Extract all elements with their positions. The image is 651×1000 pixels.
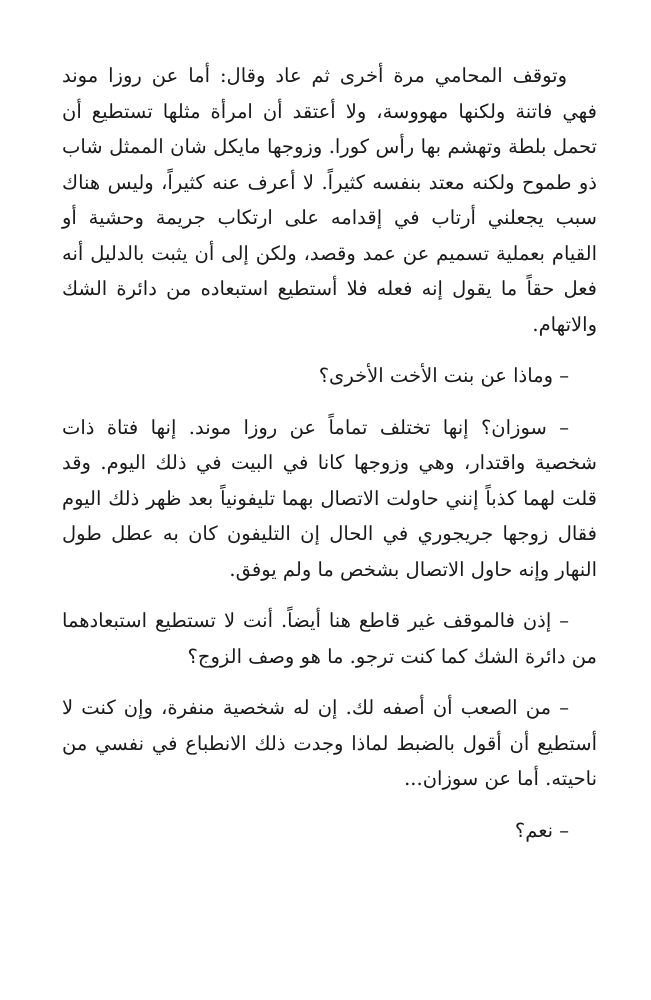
narration-paragraph: وتوقف المحامي مرة أخرى ثم عاد وقال: أما عن روزا موند فهي فاتنة ولكنها مهووسة، ولا أعتقد أن امرأة مثلها تستطيع أن تحمل بلطة وتهشم بها رأس كورا. وزوجها مايكل شان الممثل شاب ذو طموح ولكنه معتد بنفسه كثيراً. لا أعرف عنه كثيراً، وليس هناك سبب يجعلني أرتاب في إقدامه على ارتكاب جريمة وحشية أو القيام بعملية تسميم عن عمد وقصد، ولكن إلى أن يثبت بالدليل أنه فعل حقاً ما يقول إنه فعله فلا أستطيع استبعاده من دائرة الشك والاتهام.: [62, 64, 597, 336]
dialog-paragraph-not-conclusive: – إذن فالموقف غير قاطع هنا أيضاً. أنت لا تستطيع استبعادهما من دائرة الشك كما كنت ترجو. ما هو وصف الزوج؟: [62, 609, 597, 668]
book-page: [62, 58, 597, 864]
dialog-paragraph-husband: – من الصعب أن أصفه لك. إن له شخصية منفرة، وإن كنت لا أستطيع أن أقول بالضبط لماذا وجدت ذلك الانطباع في نفسي من ناحيته. أما عن سوزان...: [62, 696, 597, 790]
dialog-paragraph-susan: – سوزان؟ إنها تختلف تماماً عن روزا موند. إنها فتاة ذات شخصية واقتدار، وهي وزوجها كانا في البيت في ذلك اليوم. وقد قلت لهما كذباً إنني حاولت الاتصال بهما تليفونياً بعد ظهر ذلك اليوم فقال زوجها جريجوري في الحال إن التليفون كان به عطل طول النهار وإنه حاول الاتصال بشخص ما ولم يوفق.: [62, 415, 597, 581]
dialog-question-other-niece: – وماذا عن بنت الأخت الأخرى؟: [318, 364, 569, 387]
dialog-yes: – نعم؟: [514, 818, 569, 842]
